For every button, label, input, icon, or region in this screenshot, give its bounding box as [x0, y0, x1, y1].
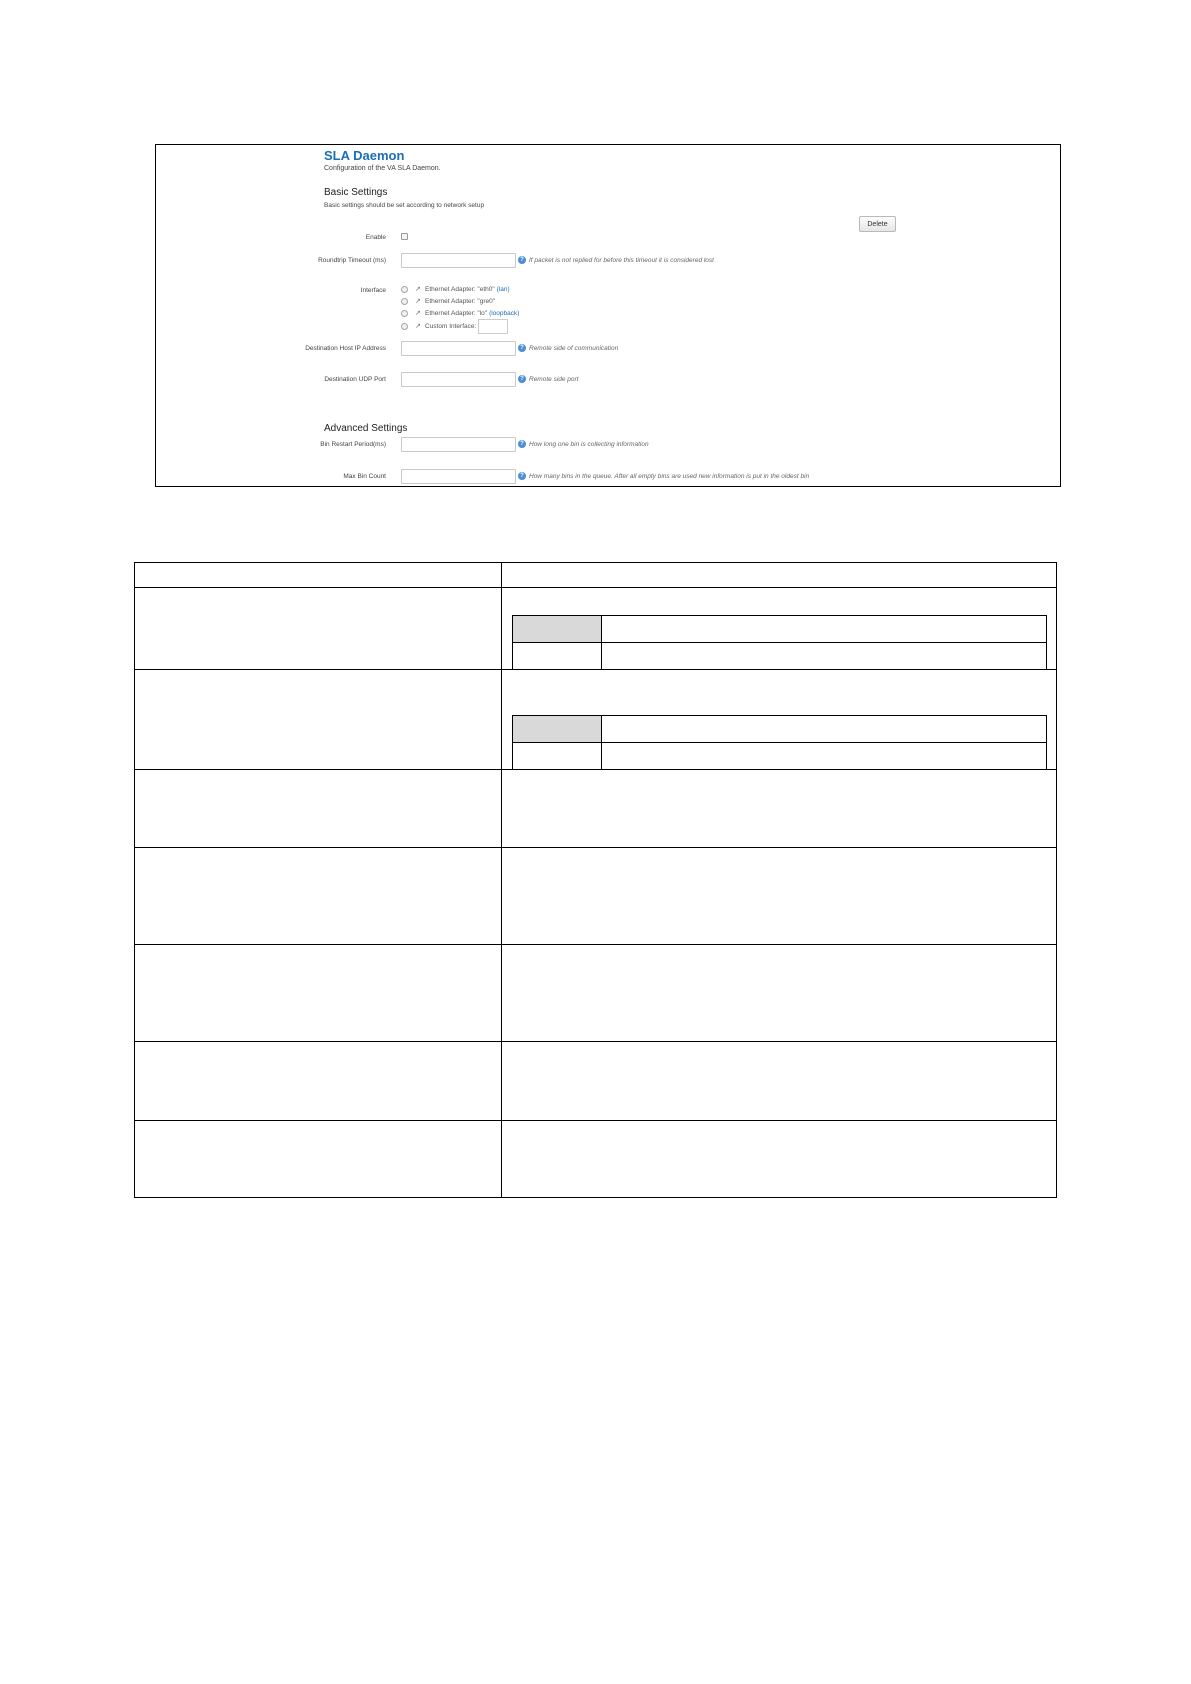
advanced-settings-title: Advanced Settings — [324, 423, 408, 434]
interface-option-gre0[interactable] — [401, 298, 495, 305]
destination-host-input[interactable] — [401, 341, 516, 356]
max-bin-count-hint-text: How many bins in the queue. After all empty bins are used new information is put in the oldest bin — [529, 472, 810, 480]
interface-label: Interface — [360, 287, 386, 294]
info-icon: ? — [518, 256, 526, 264]
radio-button[interactable] — [401, 298, 408, 305]
options-subtable — [512, 715, 1047, 770]
row-divider — [135, 944, 1056, 945]
row-divider — [135, 1041, 1056, 1042]
interface-option-custom[interactable] — [401, 319, 508, 334]
max-bin-count-label: Max Bin Count — [343, 473, 386, 480]
column-divider — [501, 563, 502, 1197]
subtable-header-row — [513, 616, 1047, 643]
interface-link-loopback[interactable]: (loopback) — [489, 310, 520, 317]
row-divider — [135, 1120, 1056, 1121]
subtable-cell — [602, 616, 1047, 643]
page-title: SLA Daemon — [324, 148, 405, 163]
enable-checkbox[interactable] — [401, 233, 408, 240]
radio-button[interactable] — [401, 323, 408, 330]
max-bin-count-input[interactable] — [401, 469, 516, 484]
subtable-row — [513, 643, 1047, 670]
page-description: Configuration of the VA SLA Daemon. — [324, 165, 441, 172]
destination-port-input[interactable] — [401, 372, 516, 387]
subtable-cell — [602, 743, 1047, 770]
max-bin-count-hint — [518, 472, 809, 480]
bin-restart-hint-text: How long one bin is collecting information — [529, 440, 649, 448]
roundtrip-timeout-hint-text: If packet is not replied for before this timeout it is considered lost — [529, 256, 714, 264]
roundtrip-timeout-hint — [518, 256, 714, 264]
info-icon: ? — [518, 440, 526, 448]
interface-option-label: Ethernet Adapter: "eth0" — [425, 286, 495, 293]
subtable-cell — [513, 643, 602, 670]
destination-port-hint — [518, 375, 579, 383]
destination-host-hint — [518, 344, 618, 352]
network-adapter-icon: ↗ — [415, 298, 421, 305]
delete-button[interactable]: Delete — [859, 216, 896, 232]
subtable-cell — [513, 743, 602, 770]
bin-restart-label: Bin Restart Period(ms) — [320, 441, 386, 448]
subtable-cell — [602, 716, 1047, 743]
destination-host-hint-text: Remote side of communication — [529, 344, 619, 352]
bin-restart-hint — [518, 440, 649, 448]
destination-port-label: Destination UDP Port — [324, 376, 386, 383]
interface-option-label: Ethernet Adapter: "lo" — [425, 310, 488, 317]
network-adapter-icon: ↗ — [415, 310, 421, 317]
radio-button[interactable] — [401, 286, 408, 293]
sla-daemon-screenshot — [155, 144, 1061, 487]
network-adapter-icon: ↗ — [415, 286, 421, 293]
interface-option-eth0[interactable] — [401, 286, 510, 293]
network-adapter-icon: ↗ — [415, 323, 421, 330]
basic-settings-title: Basic Settings — [324, 187, 388, 198]
row-divider — [135, 847, 1056, 848]
info-icon: ? — [518, 472, 526, 480]
basic-settings-description: Basic settings should be set according to network setup — [324, 202, 485, 209]
interface-option-label: Custom Interface: — [425, 323, 477, 330]
parameter-table — [134, 562, 1057, 1198]
destination-port-hint-text: Remote side port — [529, 375, 579, 383]
subtable-cell — [602, 643, 1047, 670]
destination-host-label: Destination Host IP Address — [305, 345, 386, 352]
interface-option-label: Ethernet Adapter: "gre0" — [425, 298, 496, 305]
enable-label: Enable — [365, 234, 386, 241]
custom-interface-input[interactable] — [478, 319, 508, 334]
info-icon: ? — [518, 344, 526, 352]
interface-option-lo[interactable] — [401, 310, 519, 317]
radio-button[interactable] — [401, 310, 408, 317]
subtable-cell — [513, 616, 602, 643]
subtable-row — [513, 743, 1047, 770]
subtable-header-row — [513, 716, 1047, 743]
options-subtable — [512, 615, 1047, 670]
bin-restart-input[interactable] — [401, 437, 516, 452]
roundtrip-timeout-input[interactable] — [401, 253, 516, 268]
info-icon: ? — [518, 375, 526, 383]
subtable-cell — [513, 716, 602, 743]
interface-link-lan[interactable]: (lan) — [496, 286, 510, 293]
roundtrip-timeout-label: Roundtrip Timeout (ms) — [318, 257, 386, 264]
row-divider — [135, 587, 1056, 588]
